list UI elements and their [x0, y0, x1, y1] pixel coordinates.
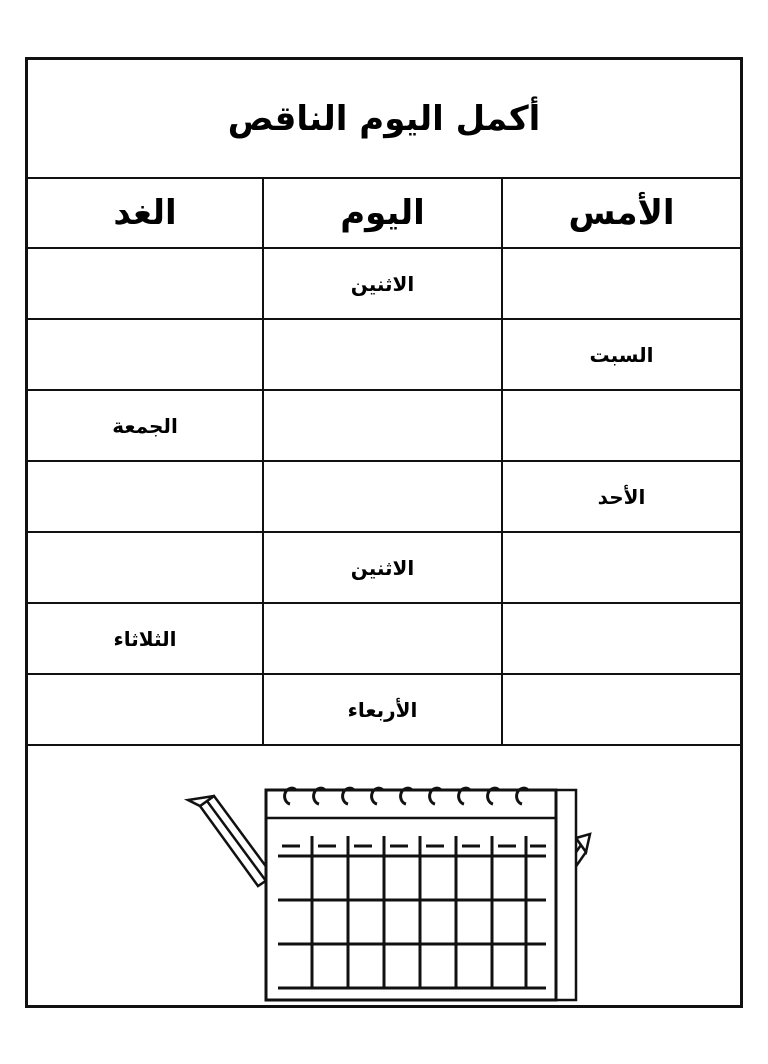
cell-yesterday[interactable]: [502, 674, 740, 745]
pencil-icon: [188, 796, 273, 886]
calendar-illustration: [178, 760, 618, 1005]
cell-tomorrow[interactable]: [28, 248, 263, 319]
cell-yesterday[interactable]: [502, 532, 740, 603]
cell-yesterday[interactable]: الأحد: [502, 461, 740, 532]
worksheet-title: أكمل اليوم الناقص: [227, 98, 541, 139]
cell-tomorrow[interactable]: [28, 532, 263, 603]
cell-today[interactable]: الاثنين: [263, 532, 502, 603]
table-row: [28, 603, 740, 674]
title-row: [28, 60, 740, 179]
cell-today[interactable]: [263, 390, 502, 461]
calendar-icon: [178, 760, 618, 1005]
table-row: [28, 390, 740, 461]
column-header-tomorrow: الغد: [28, 179, 263, 248]
column-header-today: اليوم: [263, 179, 502, 248]
table-row: [28, 461, 740, 532]
cell-today[interactable]: الأربعاء: [263, 674, 502, 745]
cell-yesterday[interactable]: [502, 603, 740, 674]
cell-today[interactable]: [263, 319, 502, 390]
days-table: [28, 179, 740, 746]
cell-today[interactable]: الاثنين: [263, 248, 502, 319]
cell-tomorrow[interactable]: [28, 319, 263, 390]
cell-today[interactable]: [263, 461, 502, 532]
header-row: [28, 179, 740, 248]
cell-tomorrow[interactable]: الثلاثاء: [28, 603, 263, 674]
cell-today[interactable]: [263, 603, 502, 674]
cell-yesterday[interactable]: [502, 390, 740, 461]
table-row: [28, 674, 740, 745]
cell-tomorrow[interactable]: [28, 674, 263, 745]
table-row: [28, 532, 740, 603]
cell-tomorrow[interactable]: [28, 461, 263, 532]
column-header-yesterday: الأمس: [502, 179, 740, 248]
cell-yesterday[interactable]: [502, 248, 740, 319]
cell-yesterday[interactable]: السبت: [502, 319, 740, 390]
table-row: [28, 319, 740, 390]
worksheet: [25, 57, 743, 1008]
table-row: [28, 248, 740, 319]
cell-tomorrow[interactable]: الجمعة: [28, 390, 263, 461]
